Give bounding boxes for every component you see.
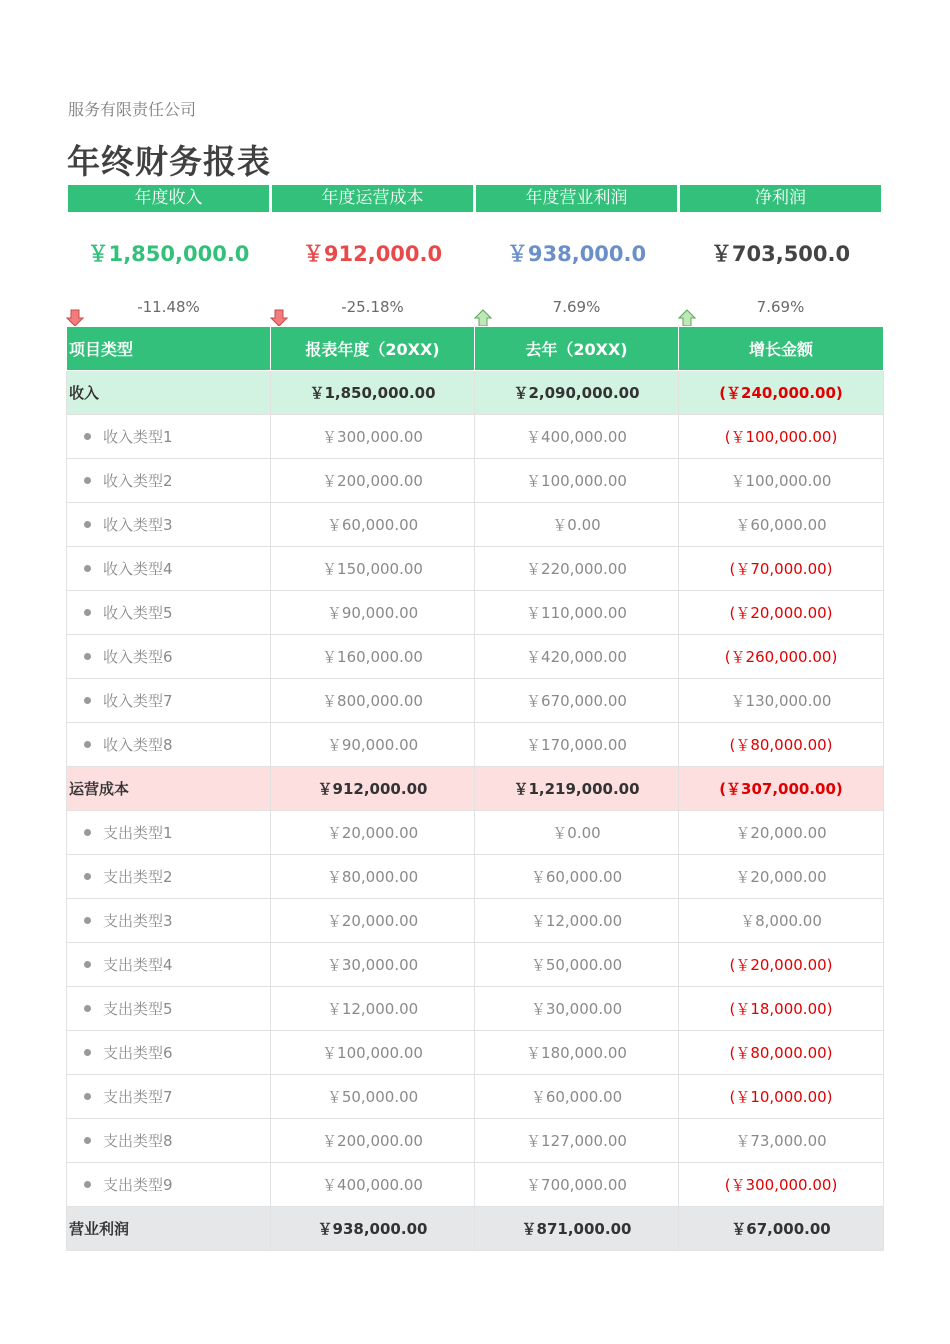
cell-previous: ￥670,000.00 (475, 679, 679, 723)
financial-table (66, 326, 884, 1251)
row-label: 支出类型4 (103, 956, 173, 974)
table-row (67, 591, 884, 635)
table-row (67, 459, 884, 503)
row-label: 收入类型6 (103, 648, 173, 666)
cell-growth: (￥18,000.00) (679, 987, 884, 1031)
kpi-change-net-profit: 7.69% (756, 298, 805, 316)
cell-previous: ￥2,090,000.00 (475, 371, 679, 415)
bullet-icon (84, 829, 91, 836)
kpi-value-net-profit: ￥703,500.0 (710, 242, 851, 266)
bullet-icon (84, 1093, 91, 1100)
row-label: 收入类型7 (103, 692, 173, 710)
cell-previous: ￥12,000.00 (475, 899, 679, 943)
cell-current: ￥12,000.00 (271, 987, 475, 1031)
table-row (67, 679, 884, 723)
row-label: 营业利润 (67, 1207, 271, 1251)
cell-current: ￥160,000.00 (271, 635, 475, 679)
header-last-year: 去年（20XX) (475, 327, 679, 371)
cell-growth: (￥70,000.00) (679, 547, 884, 591)
row-label: 收入类型3 (103, 516, 173, 534)
cell-current: ￥20,000.00 (271, 899, 475, 943)
bullet-icon (84, 917, 91, 924)
cell-growth: (￥80,000.00) (679, 723, 884, 767)
table-row (67, 811, 884, 855)
kpi-change-revenue: -11.48% (137, 298, 200, 316)
row-label: 收入类型1 (103, 428, 173, 446)
cell-growth: ￥73,000.00 (679, 1119, 884, 1163)
cell-current: ￥30,000.00 (271, 943, 475, 987)
row-label: 支出类型3 (103, 912, 173, 930)
cell-previous: ￥420,000.00 (475, 635, 679, 679)
bullet-icon (84, 697, 91, 704)
row-label: 收入类型8 (103, 736, 173, 754)
kpi-value-revenue: ￥1,850,000.0 (87, 242, 250, 266)
table-row (67, 635, 884, 679)
cell-growth: ￥20,000.00 (679, 811, 884, 855)
header-item-type: 项目类型 (67, 327, 271, 371)
cell-current: ￥300,000.00 (271, 415, 475, 459)
cell-current: ￥200,000.00 (271, 1119, 475, 1163)
cell-previous: ￥110,000.00 (475, 591, 679, 635)
cell-growth: ￥130,000.00 (679, 679, 884, 723)
kpi-change-cost: -25.18% (341, 298, 404, 316)
bullet-icon (84, 565, 91, 572)
section-row-income (67, 371, 884, 415)
cell-previous: ￥220,000.00 (475, 547, 679, 591)
cell-current: ￥150,000.00 (271, 547, 475, 591)
row-label: 收入类型5 (103, 604, 173, 622)
row-label: 支出类型5 (103, 1000, 173, 1018)
bullet-icon (84, 609, 91, 616)
cell-growth: (￥20,000.00) (679, 591, 884, 635)
bullet-icon (84, 653, 91, 660)
cell-previous: ￥871,000.00 (475, 1207, 679, 1251)
arrow-up-icon (474, 309, 492, 327)
cell-growth: (￥80,000.00) (679, 1031, 884, 1075)
section-row-cost (67, 767, 884, 811)
table-row (67, 1119, 884, 1163)
cell-current: ￥100,000.00 (271, 1031, 475, 1075)
header-report-year: 报表年度（20XX) (271, 327, 475, 371)
cell-growth: (￥100,000.00) (679, 415, 884, 459)
table-row (67, 943, 884, 987)
row-label: 运营成本 (67, 767, 271, 811)
table-row (67, 1163, 884, 1207)
cell-previous: ￥30,000.00 (475, 987, 679, 1031)
table-row (67, 415, 884, 459)
table-row (67, 987, 884, 1031)
bullet-icon (84, 873, 91, 880)
kpi-label-cost: 年度运营成本 (272, 185, 473, 212)
cell-previous: ￥700,000.00 (475, 1163, 679, 1207)
cell-growth: ￥20,000.00 (679, 855, 884, 899)
row-label: 支出类型6 (103, 1044, 173, 1062)
kpi-change-operating-profit: 7.69% (552, 298, 601, 316)
cell-previous: ￥60,000.00 (475, 855, 679, 899)
bullet-icon (84, 433, 91, 440)
page-title: 年终财务报表 (67, 142, 271, 181)
bullet-icon (84, 521, 91, 528)
bullet-icon (84, 741, 91, 748)
cell-previous: ￥60,000.00 (475, 1075, 679, 1119)
cell-current: ￥60,000.00 (271, 503, 475, 547)
table-row (67, 855, 884, 899)
bullet-icon (84, 1181, 91, 1188)
bullet-icon (84, 1137, 91, 1144)
cell-growth: ￥100,000.00 (679, 459, 884, 503)
arrow-down-icon (66, 309, 84, 327)
table-row (67, 547, 884, 591)
table-row (67, 1031, 884, 1075)
cell-growth: (￥307,000.00) (679, 767, 884, 811)
cell-current: ￥90,000.00 (271, 591, 475, 635)
cell-current: ￥90,000.00 (271, 723, 475, 767)
cell-current: ￥800,000.00 (271, 679, 475, 723)
company-name: 服务有限责任公司 (68, 100, 197, 119)
cell-previous: ￥0.00 (475, 811, 679, 855)
cell-growth: (￥20,000.00) (679, 943, 884, 987)
row-label: 收入 (67, 371, 271, 415)
cell-growth: (￥300,000.00) (679, 1163, 884, 1207)
cell-previous: ￥100,000.00 (475, 459, 679, 503)
cell-previous: ￥180,000.00 (475, 1031, 679, 1075)
cell-growth: (￥10,000.00) (679, 1075, 884, 1119)
table-row (67, 723, 884, 767)
arrow-up-icon (678, 309, 696, 327)
table-row (67, 503, 884, 547)
kpi-label-revenue: 年度收入 (68, 185, 269, 212)
table-row (67, 1075, 884, 1119)
row-label: 支出类型7 (103, 1088, 173, 1106)
cell-growth: ￥67,000.00 (679, 1207, 884, 1251)
row-label: 支出类型1 (103, 824, 173, 842)
row-label: 支出类型9 (103, 1176, 173, 1194)
cell-previous: ￥170,000.00 (475, 723, 679, 767)
header-growth: 增长金额 (679, 327, 884, 371)
arrow-down-icon (270, 309, 288, 327)
cell-growth: ￥60,000.00 (679, 503, 884, 547)
cell-previous: ￥0.00 (475, 503, 679, 547)
row-label: 收入类型2 (103, 472, 173, 490)
cell-current: ￥912,000.00 (271, 767, 475, 811)
bullet-icon (84, 1005, 91, 1012)
cell-growth: ￥8,000.00 (679, 899, 884, 943)
bullet-icon (84, 961, 91, 968)
kpi-label-operating-profit: 年度营业利润 (476, 185, 677, 212)
bullet-icon (84, 477, 91, 484)
row-label: 收入类型4 (103, 560, 173, 578)
kpi-value-cost: ￥912,000.0 (302, 242, 443, 266)
row-label: 支出类型2 (103, 868, 173, 886)
cell-previous: ￥1,219,000.00 (475, 767, 679, 811)
kpi-value-operating-profit: ￥938,000.0 (506, 242, 647, 266)
cell-current: ￥50,000.00 (271, 1075, 475, 1119)
cell-current: ￥80,000.00 (271, 855, 475, 899)
cell-current: ￥938,000.00 (271, 1207, 475, 1251)
table-header-row (67, 327, 884, 371)
cell-growth: (￥240,000.00) (679, 371, 884, 415)
cell-current: ￥200,000.00 (271, 459, 475, 503)
cell-growth: (￥260,000.00) (679, 635, 884, 679)
kpi-label-net-profit: 净利润 (680, 185, 881, 212)
cell-previous: ￥127,000.00 (475, 1119, 679, 1163)
section-row-profit (67, 1207, 884, 1251)
bullet-icon (84, 1049, 91, 1056)
row-label: 支出类型8 (103, 1132, 173, 1150)
cell-previous: ￥400,000.00 (475, 415, 679, 459)
cell-previous: ￥50,000.00 (475, 943, 679, 987)
cell-current: ￥400,000.00 (271, 1163, 475, 1207)
cell-current: ￥1,850,000.00 (271, 371, 475, 415)
cell-current: ￥20,000.00 (271, 811, 475, 855)
table-row (67, 899, 884, 943)
